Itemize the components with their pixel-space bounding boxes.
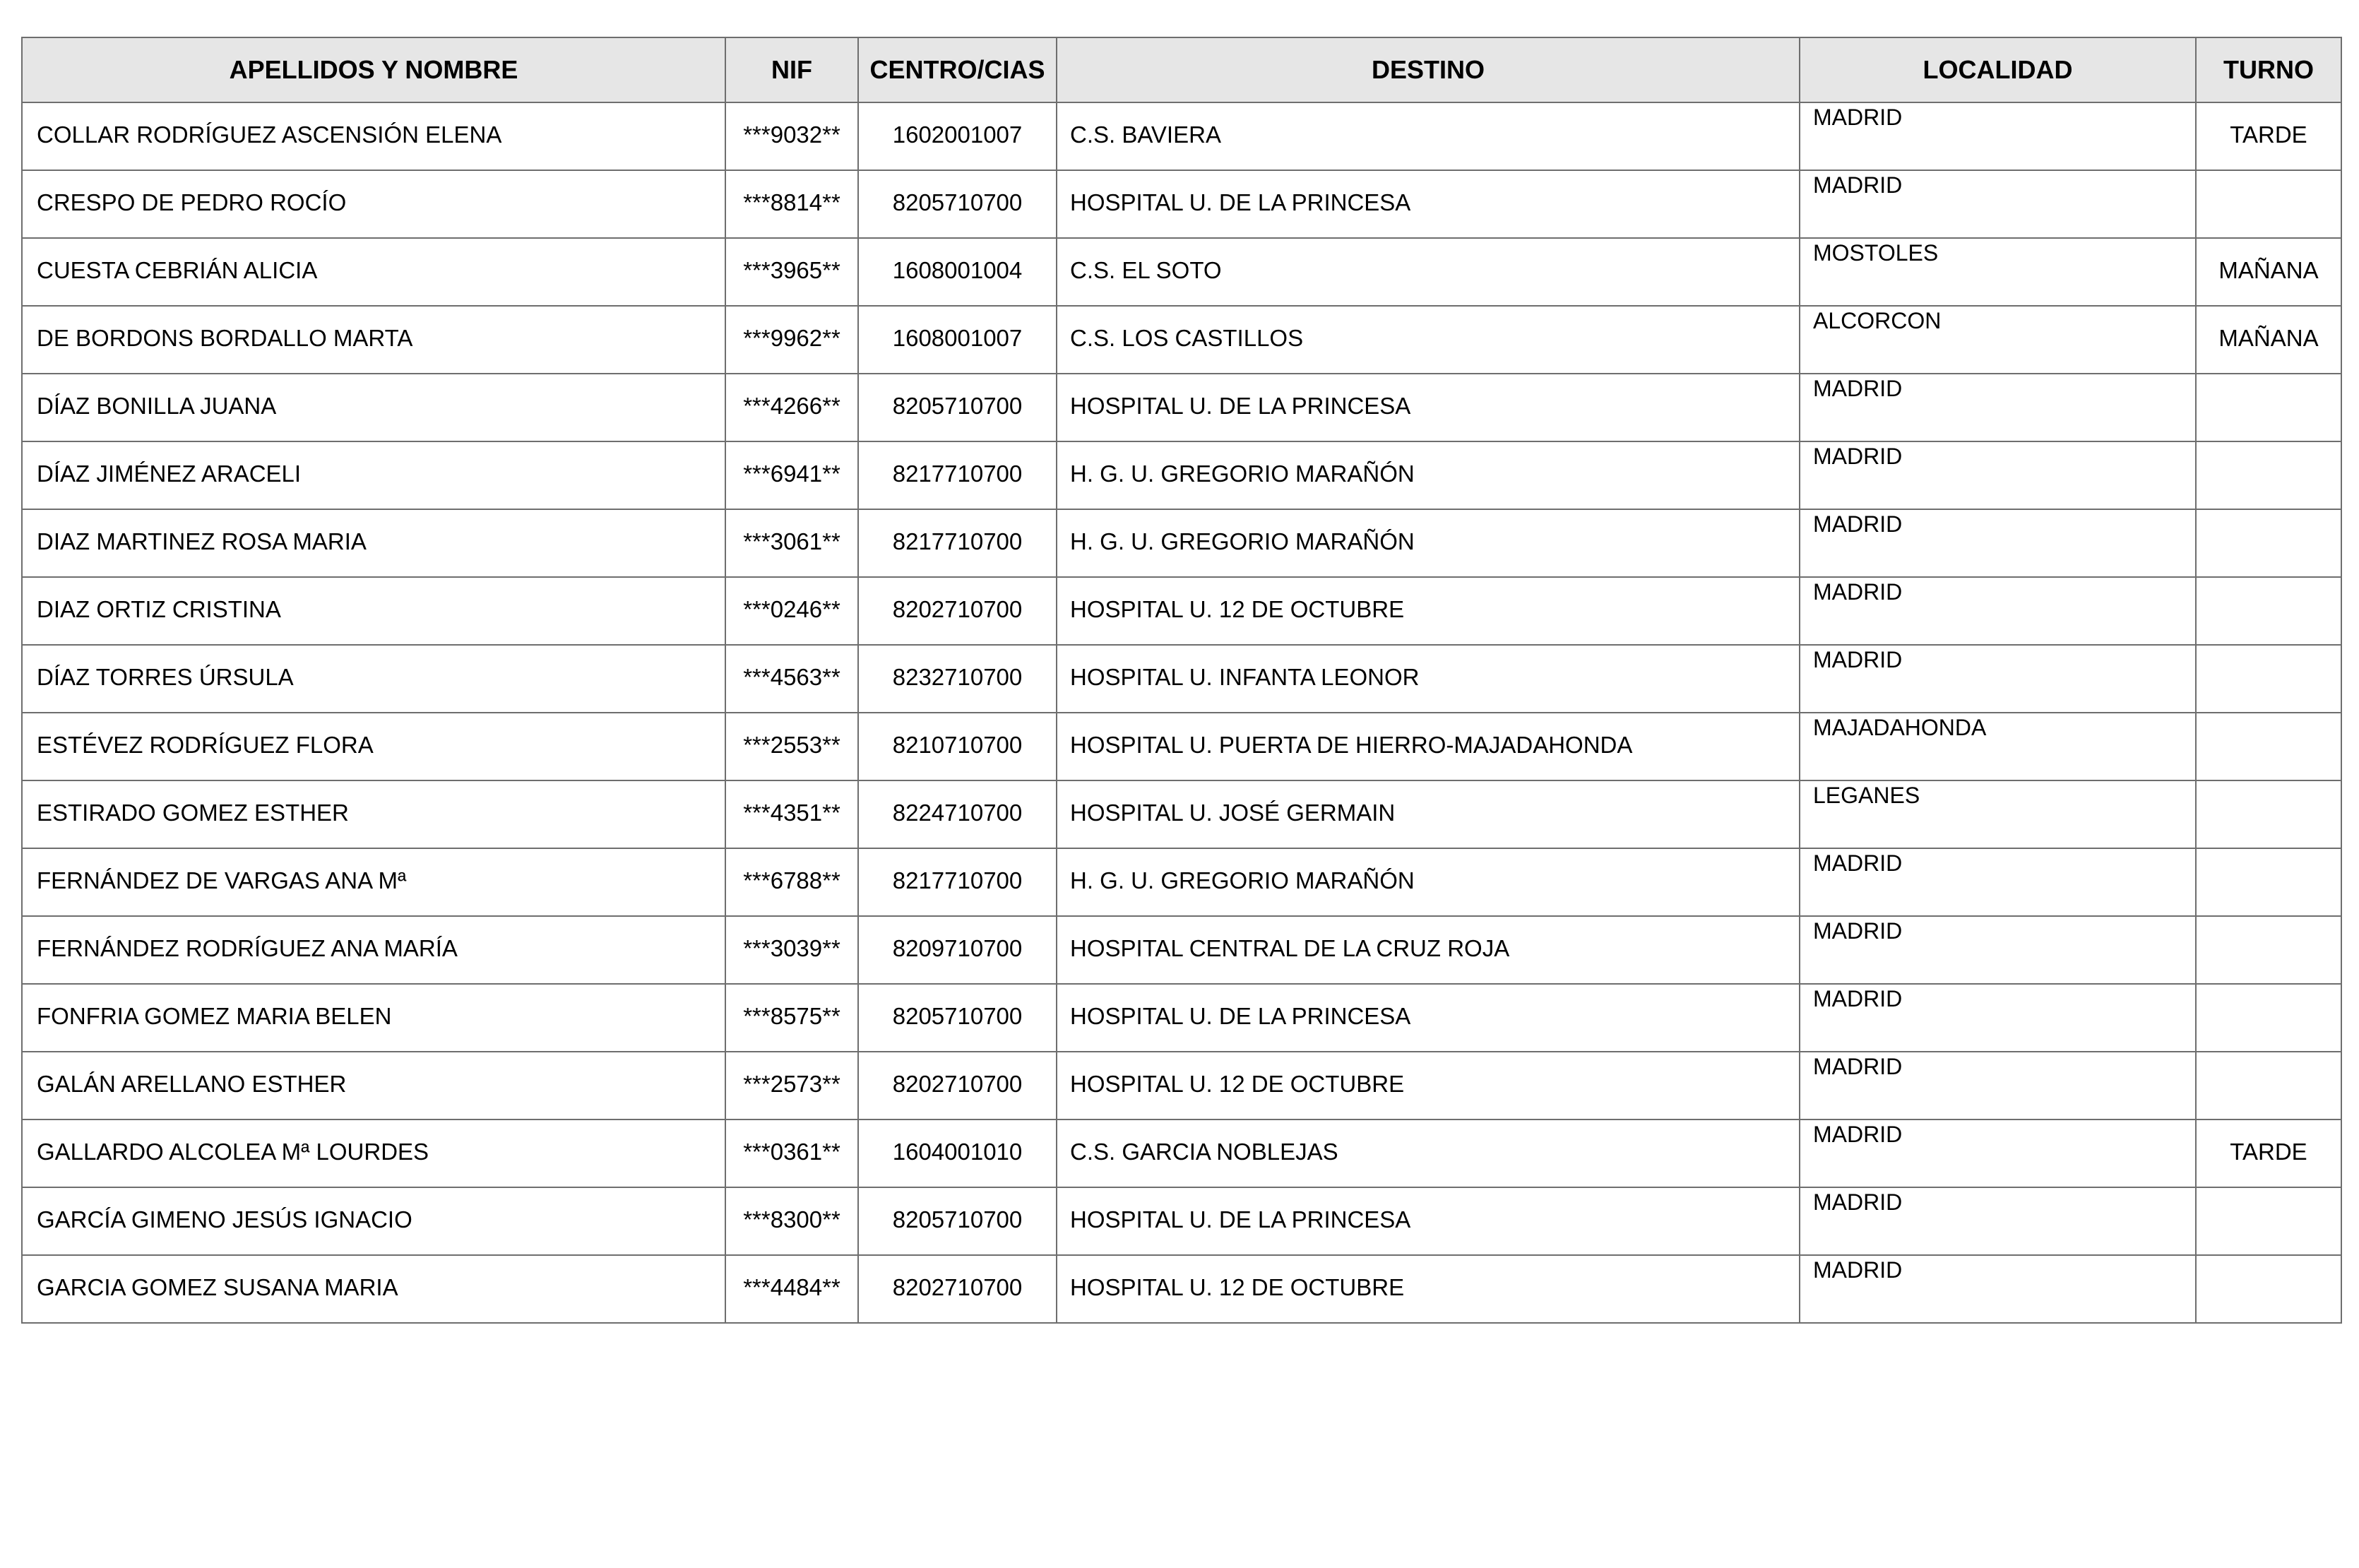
header-nif: NIF xyxy=(725,37,858,102)
table-row xyxy=(22,102,2341,170)
cell-localidad: MADRID xyxy=(1800,441,2196,509)
cell-centro-cias: 8202710700 xyxy=(858,1255,1057,1323)
table-row xyxy=(22,713,2341,780)
cell-turno xyxy=(2196,509,2341,577)
cell-nif: ***8300** xyxy=(725,1187,858,1255)
cell-centro-cias: 1602001007 xyxy=(858,102,1057,170)
cell-nif: ***0361** xyxy=(725,1119,858,1187)
cell-localidad: MADRID xyxy=(1800,1255,2196,1323)
cell-nif: ***0246** xyxy=(725,577,858,645)
cell-destino: HOSPITAL U. 12 DE OCTUBRE xyxy=(1057,577,1800,645)
cell-nif: ***4484** xyxy=(725,1255,858,1323)
cell-name: FONFRIA GOMEZ MARIA BELEN xyxy=(22,984,725,1052)
table-row xyxy=(22,1187,2341,1255)
header-destino: DESTINO xyxy=(1057,37,1800,102)
cell-localidad: MADRID xyxy=(1800,374,2196,441)
cell-destino: C.S. EL SOTO xyxy=(1057,238,1800,306)
cell-turno: TARDE xyxy=(2196,102,2341,170)
cell-destino: HOSPITAL U. 12 DE OCTUBRE xyxy=(1057,1052,1800,1119)
cell-destino: HOSPITAL U. 12 DE OCTUBRE xyxy=(1057,1255,1800,1323)
cell-name: DÍAZ JIMÉNEZ ARACELI xyxy=(22,441,725,509)
cell-name: CUESTA CEBRIÁN ALICIA xyxy=(22,238,725,306)
header-localidad: LOCALIDAD xyxy=(1800,37,2196,102)
header-name: APELLIDOS Y NOMBRE xyxy=(22,37,725,102)
cell-localidad: MADRID xyxy=(1800,1119,2196,1187)
table-body xyxy=(22,102,2341,1323)
cell-turno xyxy=(2196,1187,2341,1255)
table-row xyxy=(22,577,2341,645)
cell-nif: ***9032** xyxy=(725,102,858,170)
table-row xyxy=(22,1052,2341,1119)
cell-name: CRESPO DE PEDRO ROCÍO xyxy=(22,170,725,238)
cell-nif: ***3061** xyxy=(725,509,858,577)
cell-name: DE BORDONS BORDALLO MARTA xyxy=(22,306,725,374)
cell-nif: ***4351** xyxy=(725,780,858,848)
cell-destino: H. G. U. GREGORIO MARAÑÓN xyxy=(1057,848,1800,916)
cell-centro-cias: 8205710700 xyxy=(858,170,1057,238)
cell-centro-cias: 8209710700 xyxy=(858,916,1057,984)
cell-turno xyxy=(2196,780,2341,848)
cell-nif: ***4266** xyxy=(725,374,858,441)
cell-centro-cias: 8205710700 xyxy=(858,1187,1057,1255)
cell-nif: ***4563** xyxy=(725,645,858,713)
table-row xyxy=(22,848,2341,916)
cell-destino: H. G. U. GREGORIO MARAÑÓN xyxy=(1057,441,1800,509)
cell-name: ESTÉVEZ RODRÍGUEZ FLORA xyxy=(22,713,725,780)
table-row xyxy=(22,1255,2341,1323)
cell-nif: ***8575** xyxy=(725,984,858,1052)
cell-destino: HOSPITAL U. INFANTA LEONOR xyxy=(1057,645,1800,713)
cell-name: GALLARDO ALCOLEA Mª LOURDES xyxy=(22,1119,725,1187)
table-row xyxy=(22,170,2341,238)
cell-nif: ***2553** xyxy=(725,713,858,780)
cell-turno xyxy=(2196,916,2341,984)
cell-centro-cias: 8205710700 xyxy=(858,984,1057,1052)
cell-turno xyxy=(2196,374,2341,441)
cell-turno xyxy=(2196,1052,2341,1119)
cell-destino: C.S. GARCIA NOBLEJAS xyxy=(1057,1119,1800,1187)
cell-localidad: MADRID xyxy=(1800,170,2196,238)
table-row xyxy=(22,916,2341,984)
cell-centro-cias: 8210710700 xyxy=(858,713,1057,780)
cell-centro-cias: 8217710700 xyxy=(858,509,1057,577)
cell-turno xyxy=(2196,441,2341,509)
cell-name: DIAZ ORTIZ CRISTINA xyxy=(22,577,725,645)
table-row xyxy=(22,1119,2341,1187)
cell-turno: MAÑANA xyxy=(2196,306,2341,374)
cell-turno xyxy=(2196,713,2341,780)
cell-localidad: MADRID xyxy=(1800,984,2196,1052)
cell-name: DIAZ MARTINEZ ROSA MARIA xyxy=(22,509,725,577)
cell-localidad: MADRID xyxy=(1800,1052,2196,1119)
cell-nif: ***3039** xyxy=(725,916,858,984)
cell-turno: TARDE xyxy=(2196,1119,2341,1187)
header-turno: TURNO xyxy=(2196,37,2341,102)
table-row xyxy=(22,441,2341,509)
cell-centro-cias: 1608001004 xyxy=(858,238,1057,306)
cell-destino: HOSPITAL U. PUERTA DE HIERRO-MAJADAHONDA xyxy=(1057,713,1800,780)
cell-centro-cias: 8205710700 xyxy=(858,374,1057,441)
cell-localidad: MADRID xyxy=(1800,577,2196,645)
cell-turno xyxy=(2196,645,2341,713)
table-row xyxy=(22,780,2341,848)
cell-centro-cias: 8232710700 xyxy=(858,645,1057,713)
cell-centro-cias: 8202710700 xyxy=(858,1052,1057,1119)
cell-localidad: MADRID xyxy=(1800,916,2196,984)
table-row xyxy=(22,238,2341,306)
cell-name: FERNÁNDEZ DE VARGAS ANA Mª xyxy=(22,848,725,916)
cell-destino: C.S. LOS CASTILLOS xyxy=(1057,306,1800,374)
staff-assignment-table xyxy=(21,37,2342,1324)
cell-localidad: MADRID xyxy=(1800,848,2196,916)
cell-name: DÍAZ TORRES ÚRSULA xyxy=(22,645,725,713)
cell-nif: ***3965** xyxy=(725,238,858,306)
cell-centro-cias: 1604001010 xyxy=(858,1119,1057,1187)
cell-nif: ***6941** xyxy=(725,441,858,509)
cell-destino: C.S. BAVIERA xyxy=(1057,102,1800,170)
cell-turno xyxy=(2196,577,2341,645)
cell-turno xyxy=(2196,984,2341,1052)
cell-nif: ***8814** xyxy=(725,170,858,238)
cell-destino: HOSPITAL U. DE LA PRINCESA xyxy=(1057,984,1800,1052)
cell-nif: ***2573** xyxy=(725,1052,858,1119)
cell-localidad: MADRID xyxy=(1800,1187,2196,1255)
cell-name: ESTIRADO GOMEZ ESTHER xyxy=(22,780,725,848)
cell-turno xyxy=(2196,1255,2341,1323)
table-row xyxy=(22,374,2341,441)
table-row xyxy=(22,509,2341,577)
cell-destino: HOSPITAL CENTRAL DE LA CRUZ ROJA xyxy=(1057,916,1800,984)
cell-destino: HOSPITAL U. DE LA PRINCESA xyxy=(1057,374,1800,441)
cell-centro-cias: 8217710700 xyxy=(858,848,1057,916)
table-row xyxy=(22,645,2341,713)
header-row xyxy=(22,37,2341,102)
cell-centro-cias: 8217710700 xyxy=(858,441,1057,509)
cell-nif: ***6788** xyxy=(725,848,858,916)
cell-localidad: MOSTOLES xyxy=(1800,238,2196,306)
header-cias: CENTRO/CIAS xyxy=(858,37,1057,102)
cell-turno xyxy=(2196,170,2341,238)
cell-localidad: ALCORCON xyxy=(1800,306,2196,374)
cell-centro-cias: 1608001007 xyxy=(858,306,1057,374)
cell-localidad: MADRID xyxy=(1800,645,2196,713)
cell-localidad: MAJADAHONDA xyxy=(1800,713,2196,780)
cell-centro-cias: 8202710700 xyxy=(858,577,1057,645)
cell-localidad: MADRID xyxy=(1800,509,2196,577)
cell-name: FERNÁNDEZ RODRÍGUEZ ANA MARÍA xyxy=(22,916,725,984)
cell-turno: MAÑANA xyxy=(2196,238,2341,306)
cell-name: GARCIA GOMEZ SUSANA MARIA xyxy=(22,1255,725,1323)
cell-name: GARCÍA GIMENO JESÚS IGNACIO xyxy=(22,1187,725,1255)
cell-name: GALÁN ARELLANO ESTHER xyxy=(22,1052,725,1119)
cell-destino: HOSPITAL U. DE LA PRINCESA xyxy=(1057,1187,1800,1255)
cell-destino: HOSPITAL U. DE LA PRINCESA xyxy=(1057,170,1800,238)
cell-centro-cias: 8224710700 xyxy=(858,780,1057,848)
cell-name: COLLAR RODRÍGUEZ ASCENSIÓN ELENA xyxy=(22,102,725,170)
table-row xyxy=(22,306,2341,374)
table-row xyxy=(22,984,2341,1052)
cell-nif: ***9962** xyxy=(725,306,858,374)
cell-destino: HOSPITAL U. JOSÉ GERMAIN xyxy=(1057,780,1800,848)
cell-destino: H. G. U. GREGORIO MARAÑÓN xyxy=(1057,509,1800,577)
cell-localidad: MADRID xyxy=(1800,102,2196,170)
cell-localidad: LEGANES xyxy=(1800,780,2196,848)
cell-turno xyxy=(2196,848,2341,916)
cell-name: DÍAZ BONILLA JUANA xyxy=(22,374,725,441)
